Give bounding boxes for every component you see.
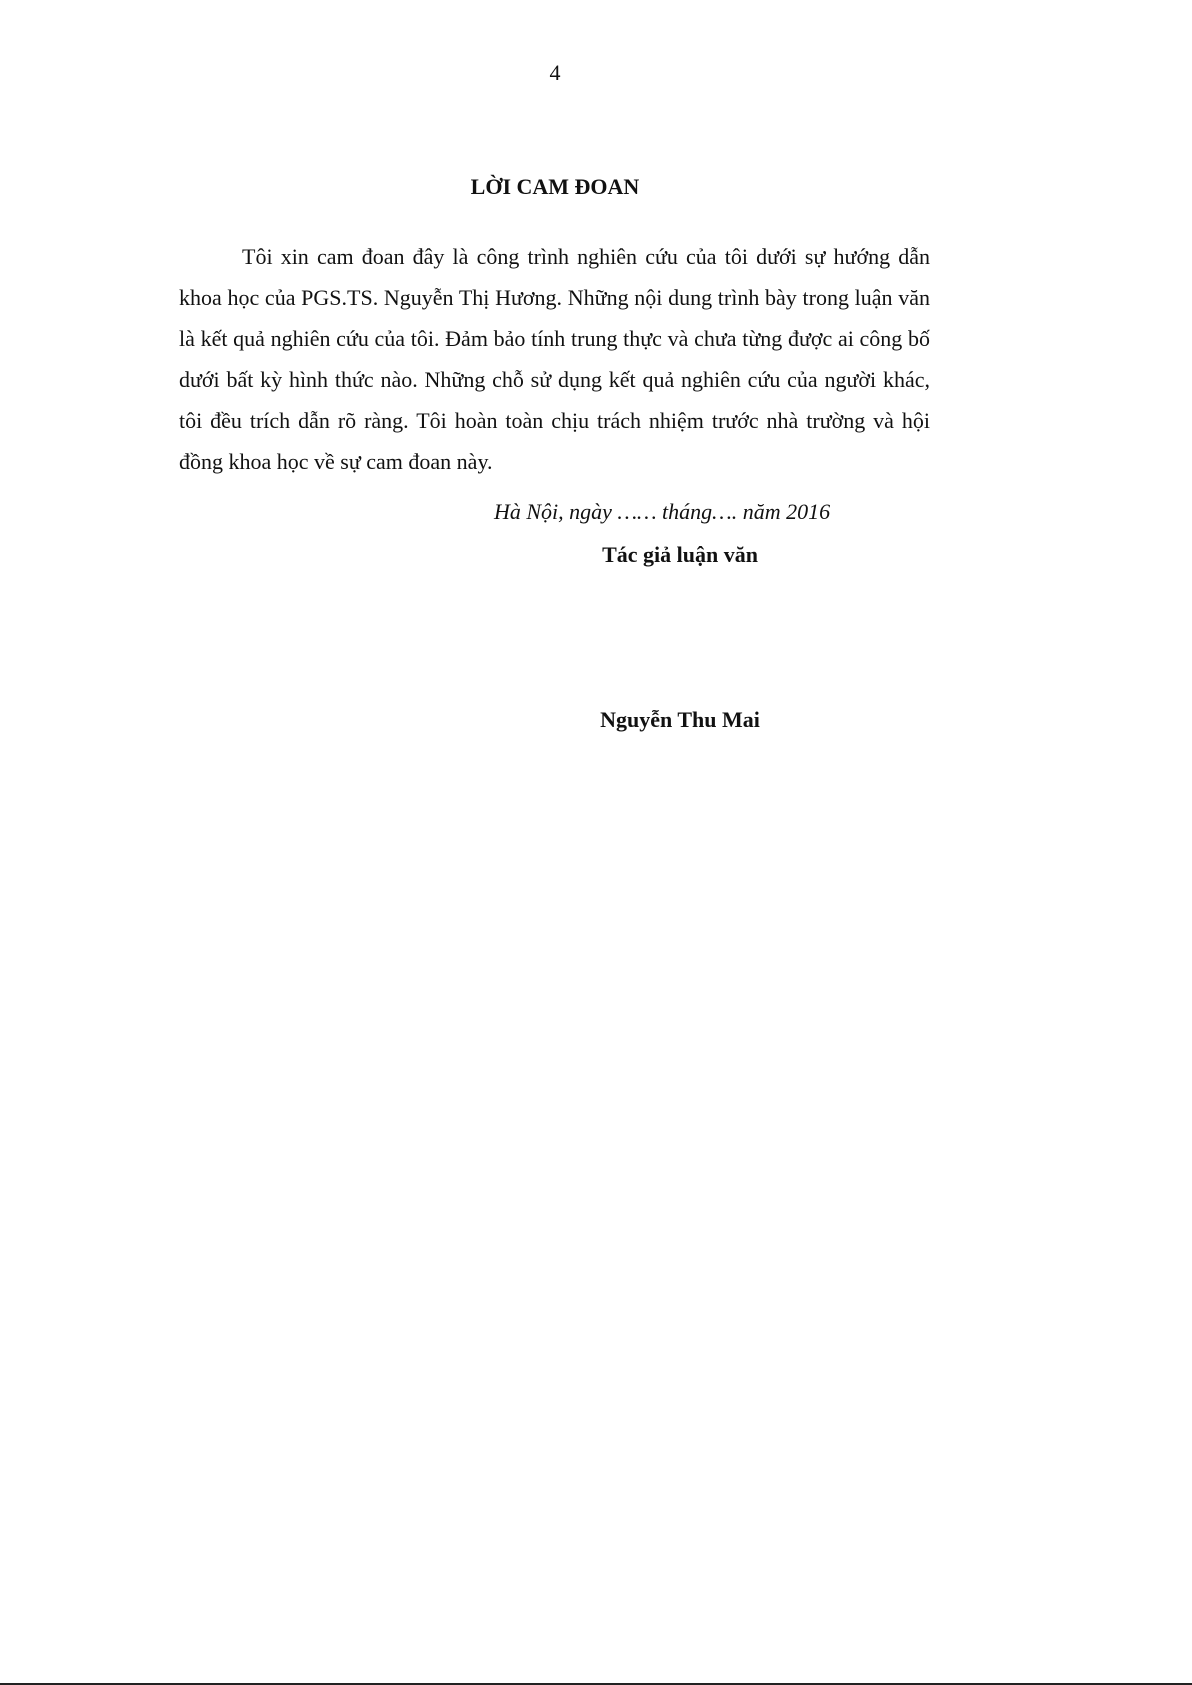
- author-name: Nguyễn Thu Mai: [600, 707, 760, 732]
- page-number: 4: [549, 60, 561, 85]
- declaration-paragraph: Tôi xin cam đoan đây là công trình nghiên cứu của tôi dưới sự hướng dẫn khoa học của PGS.TS. Nguyễn Thị Hương. Những nội dung trình bày trong luận văn là kết quả nghiên cứu của tôi. Đảm bảo tính trung thực và chưa từng được ai công bố dưới bất kỳ hình thức nào. Những chỗ sử dụng kết quả nghiên cứu của người khác, tôi đều trích dẫn rõ ràng. Tôi hoàn toàn chịu trách nhiệm trước nhà trường và hội đồng khoa học về sự cam đoan này.: [179, 244, 930, 474]
- page-title: LỜI CAM ĐOAN: [470, 174, 640, 199]
- place-date-line: Hà Nội, ngày …… tháng…. năm 2016: [494, 499, 831, 524]
- author-role-label: Tác giả luận văn: [602, 542, 758, 567]
